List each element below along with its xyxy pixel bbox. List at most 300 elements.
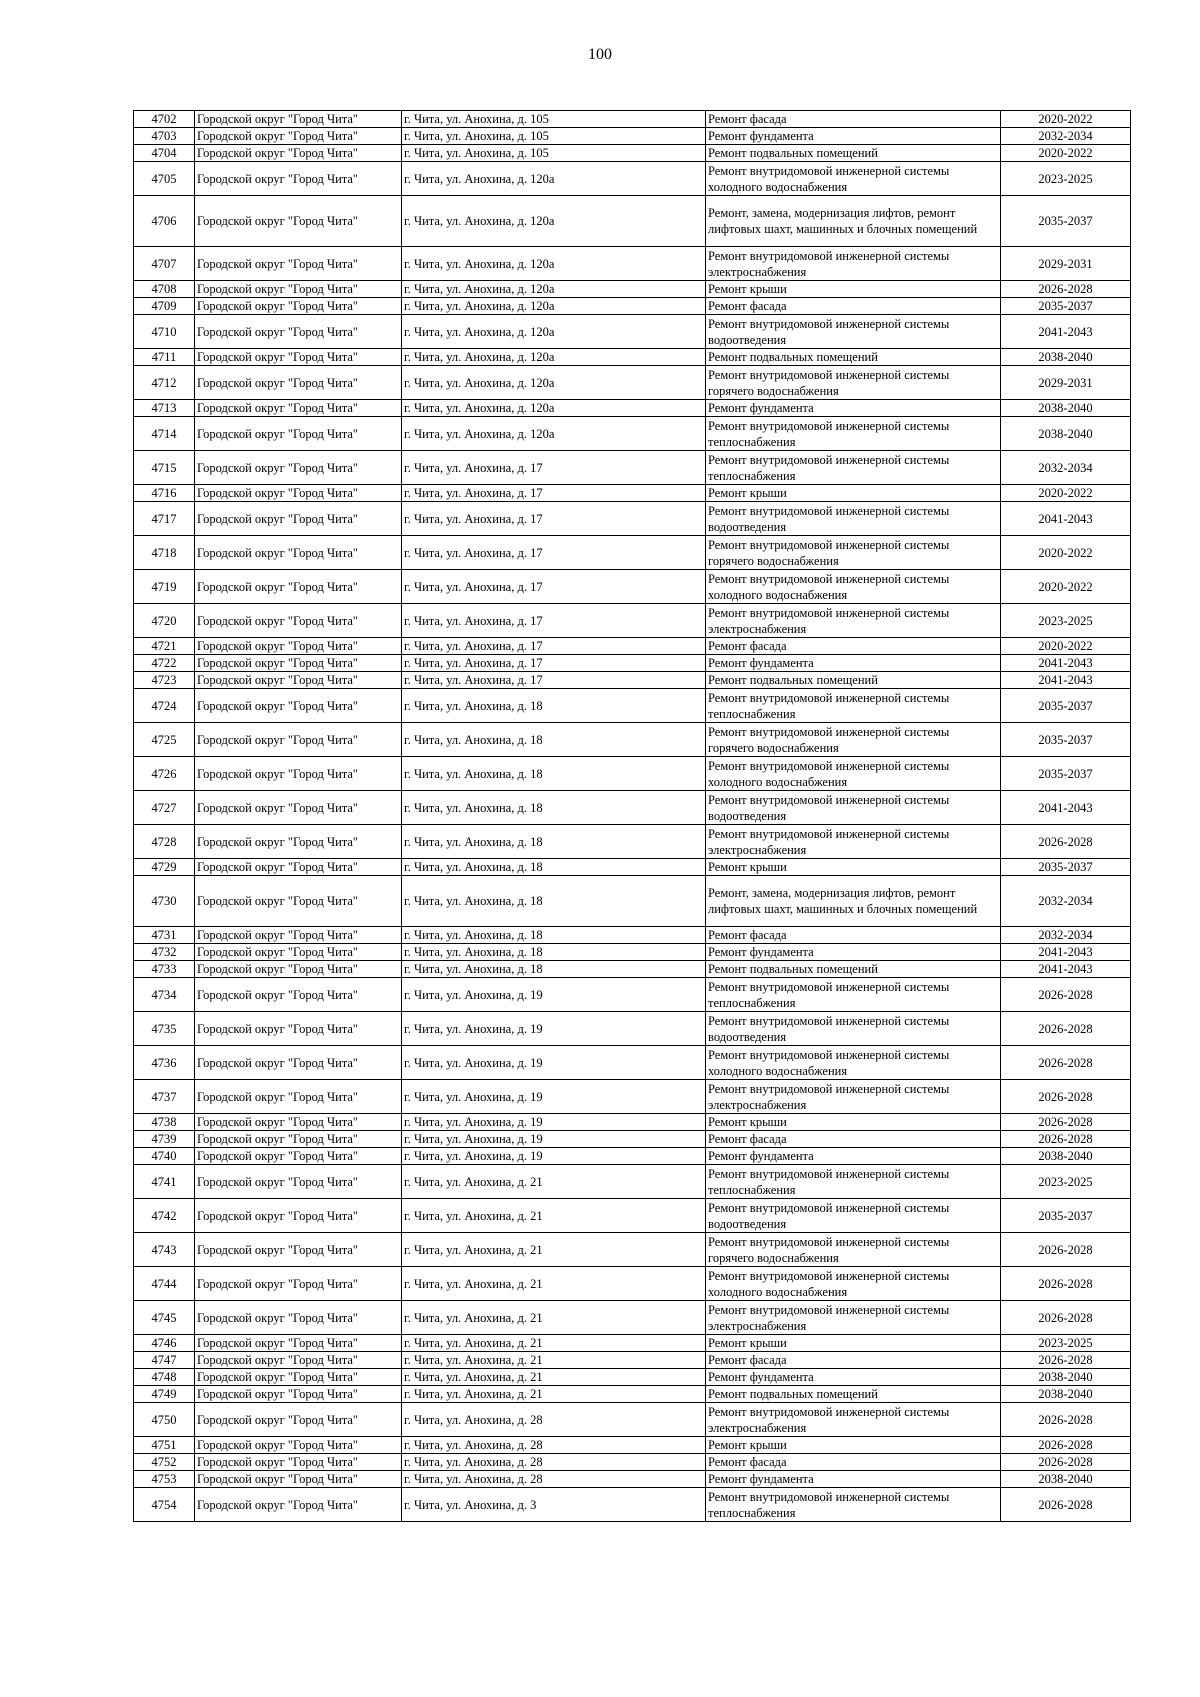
address-cell: г. Чита, ул. Анохина, д. 21: [402, 1386, 706, 1403]
table-row: [134, 281, 1131, 298]
row-number-cell: 4705: [134, 162, 195, 196]
table-row: [134, 570, 1131, 604]
address-cell: г. Чита, ул. Анохина, д. 17: [402, 451, 706, 485]
row-number-cell: 4715: [134, 451, 195, 485]
table-row: [134, 757, 1131, 791]
work-type-cell: Ремонт внутридомовой инженерной системы холодного водоснабжения: [706, 757, 1001, 791]
address-cell: г. Чита, ул. Анохина, д. 3: [402, 1488, 706, 1522]
table-row: [134, 400, 1131, 417]
period-cell: 2038-2040: [1001, 349, 1131, 366]
period-cell: 2032-2034: [1001, 451, 1131, 485]
address-cell: г. Чита, ул. Анохина, д. 21: [402, 1165, 706, 1199]
address-cell: г. Чита, ул. Анохина, д. 17: [402, 655, 706, 672]
row-number-cell: 4713: [134, 400, 195, 417]
table-row: [134, 1454, 1131, 1471]
work-type-cell: Ремонт внутридомовой инженерной системы водоотведения: [706, 502, 1001, 536]
table-row: [134, 1369, 1131, 1386]
row-number-cell: 4727: [134, 791, 195, 825]
period-cell: 2026-2028: [1001, 1131, 1131, 1148]
address-cell: г. Чита, ул. Анохина, д. 17: [402, 604, 706, 638]
work-type-cell: Ремонт фасада: [706, 111, 1001, 128]
table-row: [134, 689, 1131, 723]
table-row: [134, 485, 1131, 502]
municipality-cell: Городской округ "Город Чита": [195, 315, 402, 349]
work-type-cell: Ремонт подвальных помещений: [706, 1386, 1001, 1403]
municipality-cell: Городской округ "Город Чита": [195, 1148, 402, 1165]
period-cell: 2023-2025: [1001, 604, 1131, 638]
work-type-cell: Ремонт подвальных помещений: [706, 145, 1001, 162]
row-number-cell: 4749: [134, 1386, 195, 1403]
work-type-cell: Ремонт внутридомовой инженерной системы электроснабжения: [706, 1301, 1001, 1335]
municipality-cell: Городской округ "Город Чита": [195, 1012, 402, 1046]
municipality-cell: Городской округ "Город Чита": [195, 1199, 402, 1233]
municipality-cell: Городской округ "Город Чита": [195, 672, 402, 689]
municipality-cell: Городской округ "Город Чита": [195, 723, 402, 757]
period-cell: 2029-2031: [1001, 366, 1131, 400]
work-type-cell: Ремонт фасада: [706, 638, 1001, 655]
address-cell: г. Чита, ул. Анохина, д. 120а: [402, 298, 706, 315]
page-number: 100: [588, 46, 612, 63]
row-number-cell: 4738: [134, 1114, 195, 1131]
work-type-cell: Ремонт внутридомовой инженерной системы теплоснабжения: [706, 978, 1001, 1012]
row-number-cell: 4748: [134, 1369, 195, 1386]
period-cell: 2038-2040: [1001, 1369, 1131, 1386]
address-cell: г. Чита, ул. Анохина, д. 17: [402, 638, 706, 655]
table-row: [134, 825, 1131, 859]
period-cell: 2020-2022: [1001, 485, 1131, 502]
municipality-cell: Городской округ "Город Чита": [195, 1471, 402, 1488]
period-cell: 2026-2028: [1001, 1301, 1131, 1335]
table-row: [134, 1080, 1131, 1114]
row-number-cell: 4731: [134, 927, 195, 944]
table-row: [134, 349, 1131, 366]
period-cell: 2026-2028: [1001, 1080, 1131, 1114]
row-number-cell: 4704: [134, 145, 195, 162]
address-cell: г. Чита, ул. Анохина, д. 19: [402, 978, 706, 1012]
work-type-cell: Ремонт внутридомовой инженерной системы теплоснабжения: [706, 417, 1001, 451]
table-row: [134, 1148, 1131, 1165]
period-cell: 2041-2043: [1001, 961, 1131, 978]
row-number-cell: 4702: [134, 111, 195, 128]
municipality-cell: Городской округ "Город Чита": [195, 247, 402, 281]
address-cell: г. Чита, ул. Анохина, д. 19: [402, 1012, 706, 1046]
row-number-cell: 4725: [134, 723, 195, 757]
row-number-cell: 4752: [134, 1454, 195, 1471]
work-type-cell: Ремонт крыши: [706, 1437, 1001, 1454]
address-cell: г. Чита, ул. Анохина, д. 120а: [402, 315, 706, 349]
municipality-cell: Городской округ "Город Чита": [195, 1301, 402, 1335]
table-row: [134, 876, 1131, 927]
work-type-cell: Ремонт крыши: [706, 1114, 1001, 1131]
work-type-cell: Ремонт внутридомовой инженерной системы горячего водоснабжения: [706, 723, 1001, 757]
municipality-cell: Городской округ "Город Чита": [195, 978, 402, 1012]
period-cell: 2032-2034: [1001, 876, 1131, 927]
municipality-cell: Городской округ "Город Чита": [195, 298, 402, 315]
work-type-cell: Ремонт фундамента: [706, 128, 1001, 145]
work-type-cell: Ремонт внутридомовой инженерной системы электроснабжения: [706, 247, 1001, 281]
row-number-cell: 4728: [134, 825, 195, 859]
municipality-cell: Городской округ "Город Чита": [195, 1233, 402, 1267]
municipality-cell: Городской округ "Город Чита": [195, 1046, 402, 1080]
municipality-cell: Городской округ "Город Чита": [195, 859, 402, 876]
table-row: [134, 1471, 1131, 1488]
work-type-cell: Ремонт фасада: [706, 298, 1001, 315]
work-type-cell: Ремонт фундамента: [706, 1471, 1001, 1488]
row-number-cell: 4742: [134, 1199, 195, 1233]
table-row: [134, 1488, 1131, 1522]
period-cell: 2035-2037: [1001, 196, 1131, 247]
row-number-cell: 4712: [134, 366, 195, 400]
address-cell: г. Чита, ул. Анохина, д. 21: [402, 1301, 706, 1335]
table-row: [134, 961, 1131, 978]
row-number-cell: 4703: [134, 128, 195, 145]
period-cell: 2020-2022: [1001, 111, 1131, 128]
address-cell: г. Чита, ул. Анохина, д. 21: [402, 1267, 706, 1301]
row-number-cell: 4707: [134, 247, 195, 281]
period-cell: 2038-2040: [1001, 1148, 1131, 1165]
address-cell: г. Чита, ул. Анохина, д. 17: [402, 672, 706, 689]
row-number-cell: 4744: [134, 1267, 195, 1301]
address-cell: г. Чита, ул. Анохина, д. 21: [402, 1199, 706, 1233]
row-number-cell: 4737: [134, 1080, 195, 1114]
table-row: [134, 247, 1131, 281]
municipality-cell: Городской округ "Город Чита": [195, 638, 402, 655]
work-type-cell: Ремонт фундамента: [706, 655, 1001, 672]
municipality-cell: Городской округ "Город Чита": [195, 1080, 402, 1114]
period-cell: 2026-2028: [1001, 1046, 1131, 1080]
table-row: [134, 1165, 1131, 1199]
table-row: [134, 128, 1131, 145]
row-number-cell: 4741: [134, 1165, 195, 1199]
period-cell: 2026-2028: [1001, 281, 1131, 298]
address-cell: г. Чита, ул. Анохина, д. 19: [402, 1046, 706, 1080]
period-cell: 2026-2028: [1001, 1488, 1131, 1522]
row-number-cell: 4754: [134, 1488, 195, 1522]
municipality-cell: Городской округ "Город Чита": [195, 451, 402, 485]
period-cell: 2032-2034: [1001, 128, 1131, 145]
address-cell: г. Чита, ул. Анохина, д. 17: [402, 502, 706, 536]
address-cell: г. Чита, ул. Анохина, д. 19: [402, 1131, 706, 1148]
address-cell: г. Чита, ул. Анохина, д. 18: [402, 927, 706, 944]
table-row: [134, 791, 1131, 825]
period-cell: 2029-2031: [1001, 247, 1131, 281]
table-row: [134, 298, 1131, 315]
municipality-cell: Городской округ "Город Чита": [195, 1369, 402, 1386]
row-number-cell: 4716: [134, 485, 195, 502]
address-cell: г. Чита, ул. Анохина, д. 105: [402, 145, 706, 162]
period-cell: 2026-2028: [1001, 1267, 1131, 1301]
period-cell: 2035-2037: [1001, 689, 1131, 723]
table-row: [134, 536, 1131, 570]
address-cell: г. Чита, ул. Анохина, д. 18: [402, 825, 706, 859]
work-type-cell: Ремонт фундамента: [706, 1369, 1001, 1386]
table-row: [134, 1233, 1131, 1267]
work-type-cell: Ремонт внутридомовой инженерной системы теплоснабжения: [706, 689, 1001, 723]
address-cell: г. Чита, ул. Анохина, д. 19: [402, 1114, 706, 1131]
work-type-cell: Ремонт, замена, модернизация лифтов, ремонт лифтовых шахт, машинных и блочных помещений: [706, 196, 1001, 247]
address-cell: г. Чита, ул. Анохина, д. 21: [402, 1335, 706, 1352]
municipality-cell: Городской округ "Город Чита": [195, 1267, 402, 1301]
municipality-cell: Городской округ "Город Чита": [195, 876, 402, 927]
address-cell: г. Чита, ул. Анохина, д. 28: [402, 1454, 706, 1471]
period-cell: 2020-2022: [1001, 145, 1131, 162]
period-cell: 2020-2022: [1001, 570, 1131, 604]
period-cell: 2023-2025: [1001, 162, 1131, 196]
work-type-cell: Ремонт внутридомовой инженерной системы водоотведения: [706, 1199, 1001, 1233]
work-type-cell: Ремонт фасада: [706, 1131, 1001, 1148]
row-number-cell: 4719: [134, 570, 195, 604]
period-cell: 2020-2022: [1001, 536, 1131, 570]
municipality-cell: Городской округ "Город Чита": [195, 417, 402, 451]
row-number-cell: 4730: [134, 876, 195, 927]
period-cell: 2041-2043: [1001, 655, 1131, 672]
row-number-cell: 4747: [134, 1352, 195, 1369]
address-cell: г. Чита, ул. Анохина, д. 120а: [402, 349, 706, 366]
period-cell: 2041-2043: [1001, 315, 1131, 349]
address-cell: г. Чита, ул. Анохина, д. 18: [402, 876, 706, 927]
work-type-cell: Ремонт фасада: [706, 1454, 1001, 1471]
period-cell: 2032-2034: [1001, 927, 1131, 944]
period-cell: 2026-2028: [1001, 1012, 1131, 1046]
municipality-cell: Городской округ "Город Чита": [195, 400, 402, 417]
municipality-cell: Городской округ "Город Чита": [195, 128, 402, 145]
period-cell: 2038-2040: [1001, 1386, 1131, 1403]
municipality-cell: Городской округ "Город Чита": [195, 1131, 402, 1148]
table-row: [134, 978, 1131, 1012]
row-number-cell: 4729: [134, 859, 195, 876]
address-cell: г. Чита, ул. Анохина, д. 120а: [402, 417, 706, 451]
municipality-cell: Городской округ "Город Чита": [195, 655, 402, 672]
municipality-cell: Городской округ "Город Чита": [195, 162, 402, 196]
row-number-cell: 4750: [134, 1403, 195, 1437]
work-type-cell: Ремонт внутридомовой инженерной системы теплоснабжения: [706, 1488, 1001, 1522]
table-row: [134, 145, 1131, 162]
period-cell: 2035-2037: [1001, 723, 1131, 757]
table-row: [134, 1386, 1131, 1403]
work-type-cell: Ремонт внутридомовой инженерной системы горячего водоснабжения: [706, 1233, 1001, 1267]
work-type-cell: Ремонт внутридомовой инженерной системы горячего водоснабжения: [706, 366, 1001, 400]
row-number-cell: 4723: [134, 672, 195, 689]
municipality-cell: Городской округ "Город Чита": [195, 1488, 402, 1522]
address-cell: г. Чита, ул. Анохина, д. 120а: [402, 247, 706, 281]
table-row: [134, 162, 1131, 196]
work-type-cell: Ремонт внутридомовой инженерной системы холодного водоснабжения: [706, 1267, 1001, 1301]
address-cell: г. Чита, ул. Анохина, д. 19: [402, 1080, 706, 1114]
address-cell: г. Чита, ул. Анохина, д. 18: [402, 961, 706, 978]
work-type-cell: Ремонт внутридомовой инженерной системы теплоснабжения: [706, 1165, 1001, 1199]
period-cell: 2038-2040: [1001, 400, 1131, 417]
row-number-cell: 4722: [134, 655, 195, 672]
municipality-cell: Городской округ "Город Чита": [195, 366, 402, 400]
work-type-cell: Ремонт внутридомовой инженерной системы водоотведения: [706, 1012, 1001, 1046]
period-cell: 2035-2037: [1001, 298, 1131, 315]
address-cell: г. Чита, ул. Анохина, д. 18: [402, 944, 706, 961]
work-type-cell: Ремонт внутридомовой инженерной системы водоотведения: [706, 791, 1001, 825]
address-cell: г. Чита, ул. Анохина, д. 18: [402, 689, 706, 723]
row-number-cell: 4743: [134, 1233, 195, 1267]
row-number-cell: 4746: [134, 1335, 195, 1352]
work-type-cell: Ремонт фундамента: [706, 1148, 1001, 1165]
table-body: [134, 111, 1131, 1522]
table-row: [134, 366, 1131, 400]
row-number-cell: 4733: [134, 961, 195, 978]
table-row: [134, 1199, 1131, 1233]
row-number-cell: 4708: [134, 281, 195, 298]
table-row: [134, 655, 1131, 672]
address-cell: г. Чита, ул. Анохина, д. 28: [402, 1471, 706, 1488]
work-type-cell: Ремонт крыши: [706, 1335, 1001, 1352]
address-cell: г. Чита, ул. Анохина, д. 105: [402, 128, 706, 145]
table-row: [134, 672, 1131, 689]
table-row: [134, 638, 1131, 655]
period-cell: 2041-2043: [1001, 502, 1131, 536]
row-number-cell: 4739: [134, 1131, 195, 1148]
address-cell: г. Чита, ул. Анохина, д. 18: [402, 859, 706, 876]
address-cell: г. Чита, ул. Анохина, д. 18: [402, 791, 706, 825]
municipality-cell: Городской округ "Город Чита": [195, 1352, 402, 1369]
address-cell: г. Чита, ул. Анохина, д. 18: [402, 723, 706, 757]
address-cell: г. Чита, ул. Анохина, д. 18: [402, 757, 706, 791]
row-number-cell: 4735: [134, 1012, 195, 1046]
address-cell: г. Чита, ул. Анохина, д. 105: [402, 111, 706, 128]
table-row: [134, 451, 1131, 485]
work-type-cell: Ремонт крыши: [706, 859, 1001, 876]
work-type-cell: Ремонт подвальных помещений: [706, 672, 1001, 689]
row-number-cell: 4751: [134, 1437, 195, 1454]
municipality-cell: Городской округ "Город Чита": [195, 604, 402, 638]
municipality-cell: Городской округ "Город Чита": [195, 1403, 402, 1437]
row-number-cell: 4736: [134, 1046, 195, 1080]
table-row: [134, 944, 1131, 961]
address-cell: г. Чита, ул. Анохина, д. 28: [402, 1437, 706, 1454]
table-row: [134, 1352, 1131, 1369]
period-cell: 2023-2025: [1001, 1335, 1131, 1352]
period-cell: 2026-2028: [1001, 1454, 1131, 1471]
period-cell: 2038-2040: [1001, 1471, 1131, 1488]
municipality-cell: Городской округ "Город Чита": [195, 1114, 402, 1131]
municipality-cell: Городской округ "Город Чита": [195, 1386, 402, 1403]
municipality-cell: Городской округ "Город Чита": [195, 502, 402, 536]
address-cell: г. Чита, ул. Анохина, д. 21: [402, 1352, 706, 1369]
table-row: [134, 723, 1131, 757]
table-row: [134, 859, 1131, 876]
municipality-cell: Городской округ "Город Чита": [195, 791, 402, 825]
address-cell: г. Чита, ул. Анохина, д. 21: [402, 1369, 706, 1386]
municipality-cell: Городской округ "Город Чита": [195, 961, 402, 978]
municipality-cell: Городской округ "Город Чита": [195, 689, 402, 723]
work-type-cell: Ремонт внутридомовой инженерной системы электроснабжения: [706, 1080, 1001, 1114]
row-number-cell: 4718: [134, 536, 195, 570]
row-number-cell: 4711: [134, 349, 195, 366]
period-cell: 2026-2028: [1001, 1437, 1131, 1454]
work-type-cell: Ремонт внутридомовой инженерной системы теплоснабжения: [706, 451, 1001, 485]
table-row: [134, 1437, 1131, 1454]
table-row: [134, 1046, 1131, 1080]
work-type-cell: Ремонт подвальных помещений: [706, 349, 1001, 366]
table-row: [134, 1131, 1131, 1148]
municipality-cell: Городской округ "Город Чита": [195, 485, 402, 502]
municipality-cell: Городской округ "Город Чита": [195, 281, 402, 298]
row-number-cell: 4706: [134, 196, 195, 247]
table-row: [134, 1267, 1131, 1301]
row-number-cell: 4720: [134, 604, 195, 638]
period-cell: 2026-2028: [1001, 1233, 1131, 1267]
work-type-cell: Ремонт внутридомовой инженерной системы холодного водоснабжения: [706, 1046, 1001, 1080]
period-cell: 2023-2025: [1001, 1165, 1131, 1199]
work-type-cell: Ремонт внутридомовой инженерной системы водоотведения: [706, 315, 1001, 349]
table-row: [134, 927, 1131, 944]
table-row: [134, 315, 1131, 349]
table-row: [134, 1335, 1131, 1352]
municipality-cell: Городской округ "Город Чита": [195, 825, 402, 859]
table-row: [134, 417, 1131, 451]
row-number-cell: 4726: [134, 757, 195, 791]
work-type-cell: Ремонт, замена, модернизация лифтов, ремонт лифтовых шахт, машинных и блочных помещений: [706, 876, 1001, 927]
municipality-cell: Городской округ "Город Чита": [195, 196, 402, 247]
row-number-cell: 4732: [134, 944, 195, 961]
work-type-cell: Ремонт внутридомовой инженерной системы электроснабжения: [706, 604, 1001, 638]
row-number-cell: 4753: [134, 1471, 195, 1488]
municipality-cell: Городской округ "Город Чита": [195, 944, 402, 961]
work-type-cell: Ремонт фасада: [706, 1352, 1001, 1369]
municipality-cell: Городской округ "Город Чита": [195, 111, 402, 128]
row-number-cell: 4714: [134, 417, 195, 451]
municipality-cell: Городской округ "Город Чита": [195, 927, 402, 944]
municipality-cell: Городской округ "Город Чита": [195, 1437, 402, 1454]
work-type-cell: Ремонт фундамента: [706, 400, 1001, 417]
row-number-cell: 4717: [134, 502, 195, 536]
municipality-cell: Городской округ "Город Чита": [195, 1335, 402, 1352]
table-row: [134, 502, 1131, 536]
period-cell: 2026-2028: [1001, 1403, 1131, 1437]
address-cell: г. Чита, ул. Анохина, д. 120а: [402, 281, 706, 298]
address-cell: г. Чита, ул. Анохина, д. 120а: [402, 366, 706, 400]
period-cell: 2026-2028: [1001, 825, 1131, 859]
table-row: [134, 1403, 1131, 1437]
municipality-cell: Городской округ "Город Чита": [195, 757, 402, 791]
work-type-cell: Ремонт внутридомовой инженерной системы электроснабжения: [706, 1403, 1001, 1437]
period-cell: 2035-2037: [1001, 757, 1131, 791]
work-type-cell: Ремонт крыши: [706, 485, 1001, 502]
row-number-cell: 4724: [134, 689, 195, 723]
municipality-cell: Городской округ "Город Чита": [195, 1165, 402, 1199]
municipality-cell: Городской округ "Город Чита": [195, 145, 402, 162]
work-type-cell: Ремонт внутридомовой инженерной системы холодного водоснабжения: [706, 162, 1001, 196]
period-cell: 2035-2037: [1001, 859, 1131, 876]
table-row: [134, 1114, 1131, 1131]
row-number-cell: 4709: [134, 298, 195, 315]
address-cell: г. Чита, ул. Анохина, д. 120а: [402, 196, 706, 247]
address-cell: г. Чита, ул. Анохина, д. 17: [402, 536, 706, 570]
period-cell: 2038-2040: [1001, 417, 1131, 451]
period-cell: 2041-2043: [1001, 944, 1131, 961]
repair-schedule-table: [133, 110, 1131, 1522]
table-row: [134, 111, 1131, 128]
municipality-cell: Городской округ "Город Чита": [195, 1454, 402, 1471]
address-cell: г. Чита, ул. Анохина, д. 21: [402, 1233, 706, 1267]
row-number-cell: 4710: [134, 315, 195, 349]
period-cell: 2026-2028: [1001, 978, 1131, 1012]
municipality-cell: Городской округ "Город Чита": [195, 349, 402, 366]
table-row: [134, 196, 1131, 247]
table-row: [134, 604, 1131, 638]
work-type-cell: Ремонт фасада: [706, 927, 1001, 944]
period-cell: 2026-2028: [1001, 1114, 1131, 1131]
work-type-cell: Ремонт подвальных помещений: [706, 961, 1001, 978]
row-number-cell: 4734: [134, 978, 195, 1012]
table-row: [134, 1012, 1131, 1046]
municipality-cell: Городской округ "Город Чита": [195, 536, 402, 570]
